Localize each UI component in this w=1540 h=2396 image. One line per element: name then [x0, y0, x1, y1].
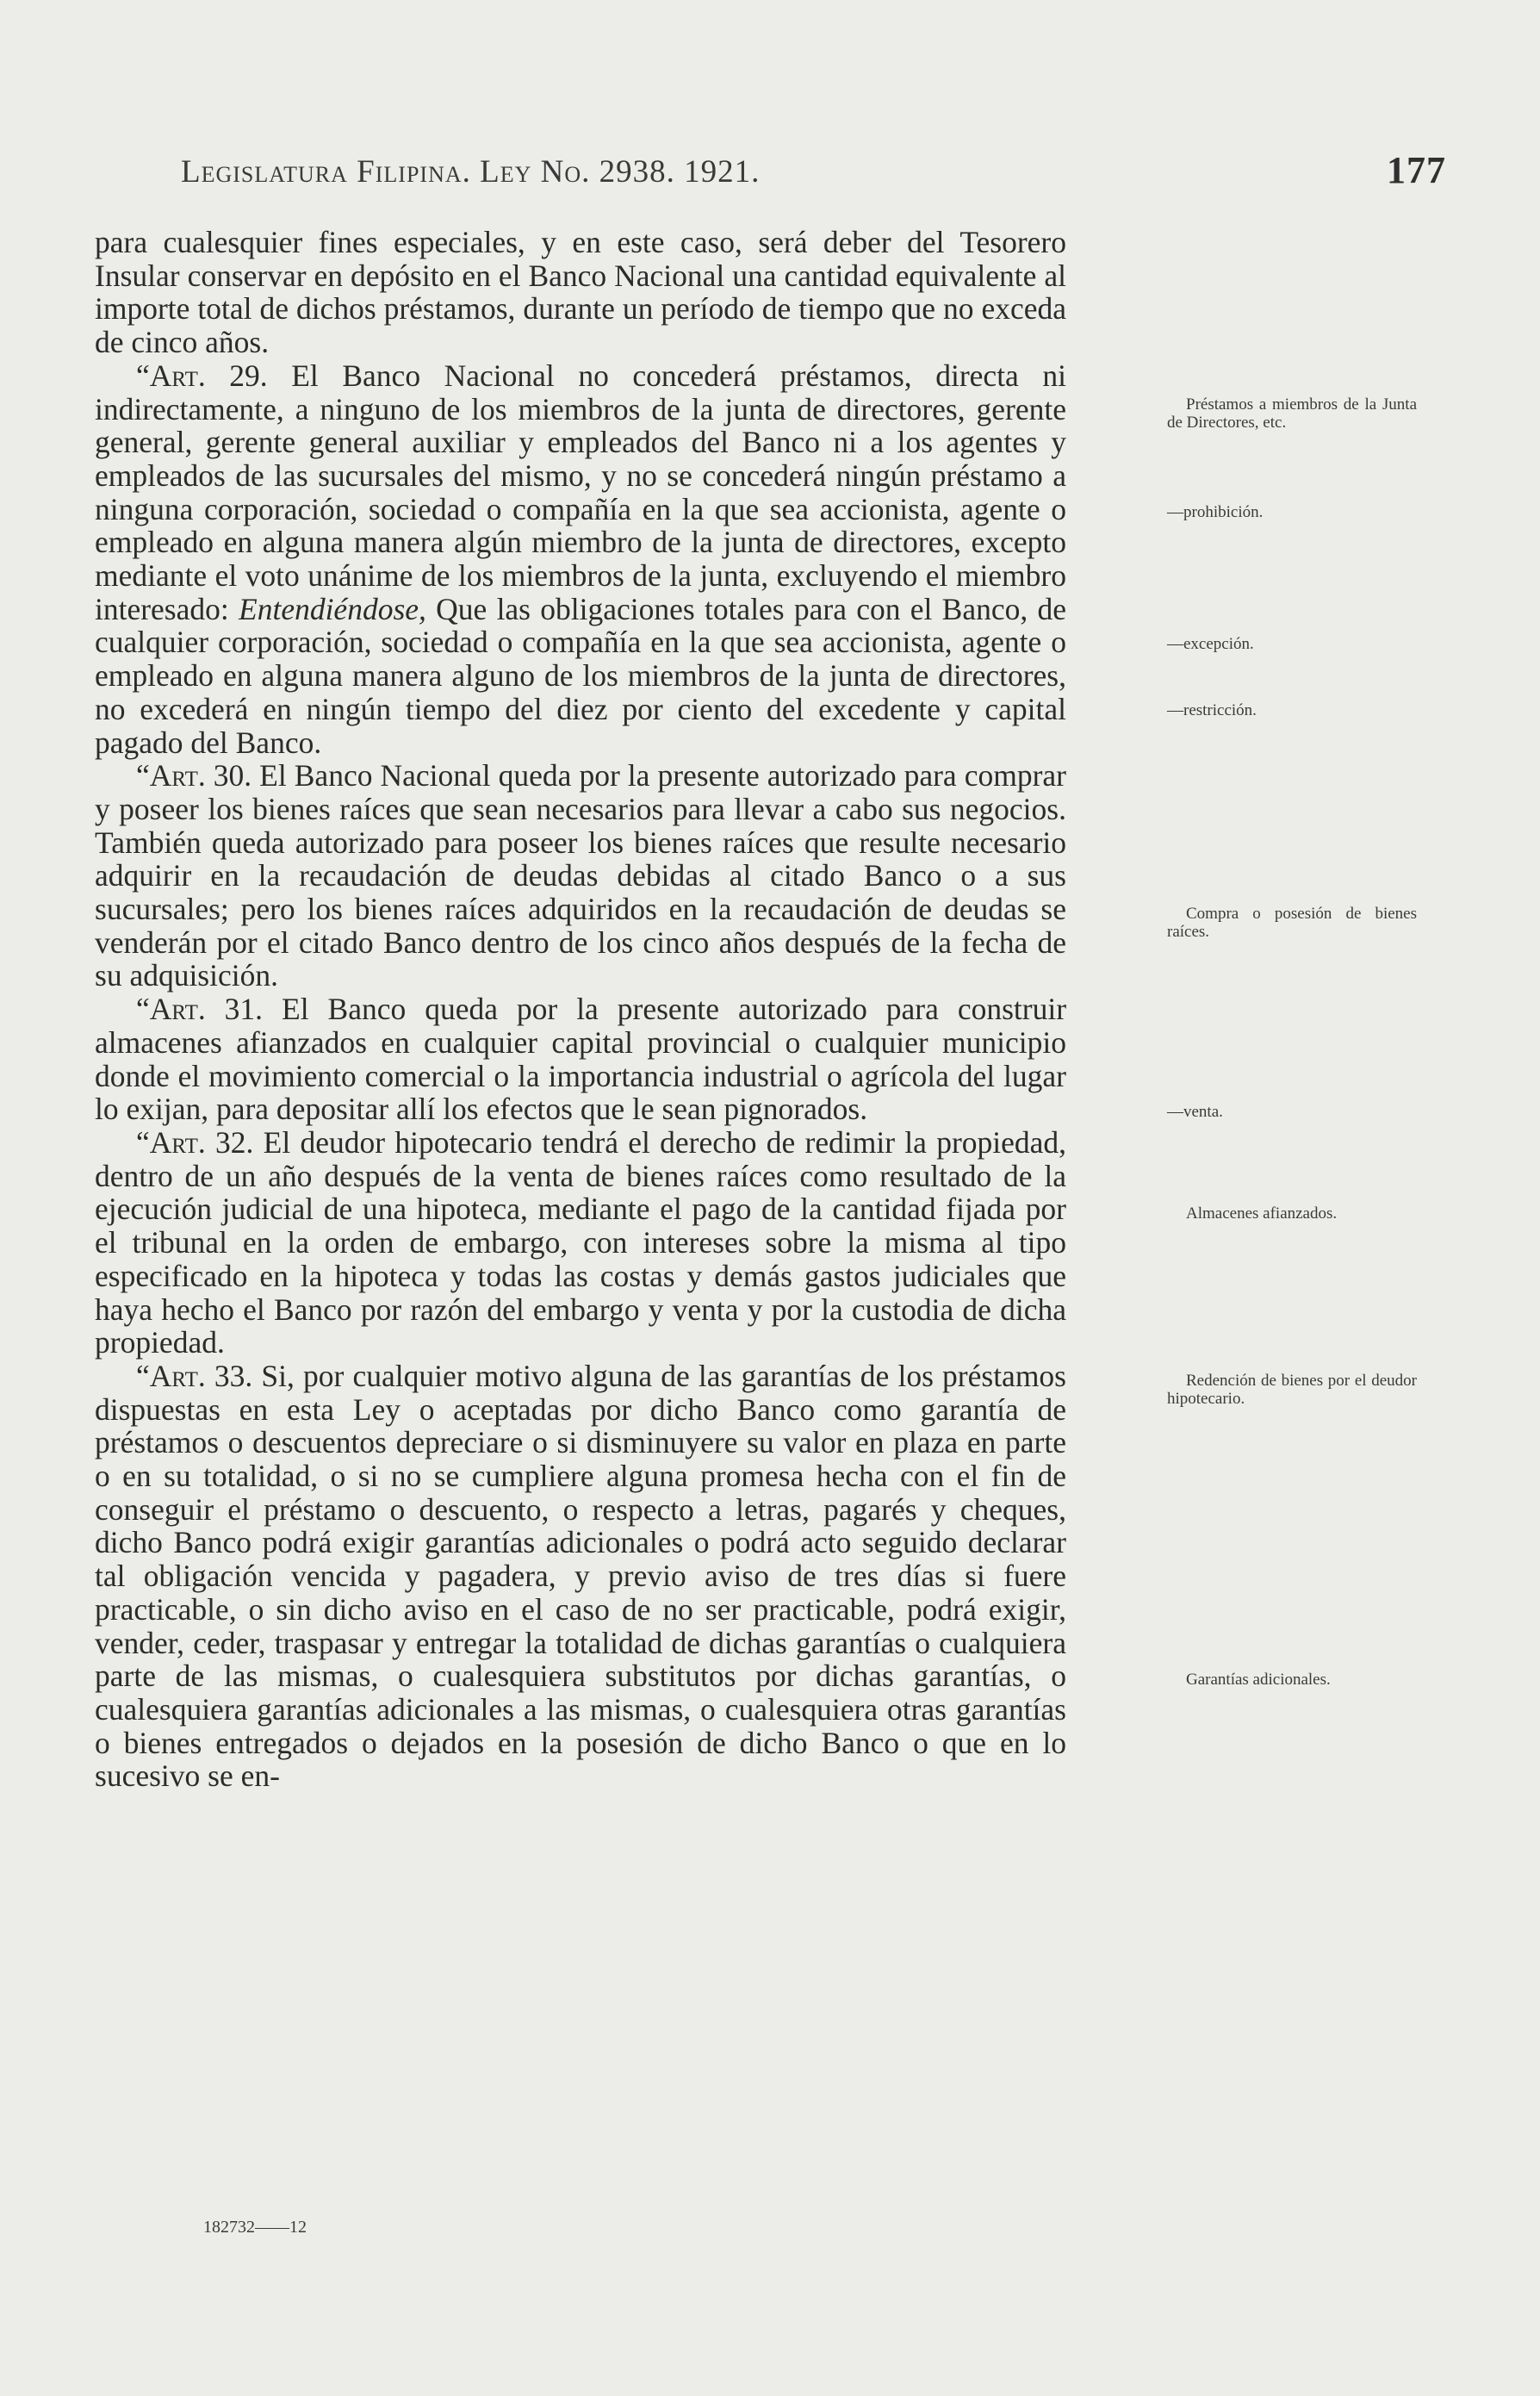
paragraph-text: El Banco Nacional queda por la presente autorizado para comprar y poseer los bienes raíces que sean necesarios para llevar a cabo sus negocios. También queda autorizado para poseer los bienes raíces que resulte necesario adquirir en la recaudación de deudas debidas al citado Banco o a sus sucursales; pero los bienes raíces adquiridos en la recaudación de deudas se venderán por el citado Banco dentro de los cinco años después de la fecha de su adquisición. — [95, 758, 1066, 993]
margin-note-compra: Compra o posesión de bienes raíces. — [1167, 905, 1417, 941]
paragraph-text: El Banco queda por la presente autorizado para construir almacenes afianzados en cualquier capital provincial o cualquier municipio donde el movimiento comercial o la importancia industrial o agrícola del lugar lo exijan, para depositar allí los efectos que le sean pignorados. — [95, 992, 1067, 1127]
margin-note-restriccion: —restricción. — [1167, 701, 1257, 719]
margin-note-venta: —venta. — [1167, 1103, 1223, 1121]
page-number: 177 — [1387, 149, 1446, 191]
margin-note-garantias: Garantías adicionales. — [1186, 1671, 1331, 1689]
article-31 — [95, 993, 1066, 1126]
article-30 — [95, 759, 1066, 993]
paragraph — [95, 226, 1066, 359]
running-header — [181, 149, 1456, 191]
paragraph-text: Si, por cualquier motivo alguna de las garantías de los préstamos dispuestas en esta Ley o aceptadas por dicho Banco como garantía de préstamos o descuentos depreciare o si disminuyere su valor en plaza en parte o en su totalidad, o si no se cumpliere alguna promesa hecha con el fin de conseguir el préstamo o descuento, o respecto a letras, pagarés y cheques, dicho Banco podrá exigir garantías adicionales o podrá acto seguido declarar tal obligación vencida y pagadera, y previo aviso de tres días si fuere practicable, o sin dicho aviso en el caso de no ser practicable, podrá exigir, vender, ceder, traspasar y entregar la totalidad de dichas garantías o cualquiera parte de las mismas, o cualesquiera substitutos por dichas garantías, o cualesquiera garantías adicionales a las mismas, o cualesquiera otras garantías o bienes entregados o dejados en la posesión de dicho Banco o que en lo sucesivo se en- — [95, 1358, 1066, 1794]
margin-note-redencion: Redención de bienes por el deudor hipotecario. — [1167, 1372, 1417, 1408]
article-32 — [95, 1126, 1066, 1360]
article-label: “Art. 32. — [136, 1124, 254, 1160]
italic-term: Entendiéndose, — [239, 591, 426, 626]
article-label: “Art. 33. — [136, 1358, 253, 1393]
paragraph-text: El Banco Nacional no concederá préstamos, directa ni indirectamente, a ninguno de los miembros de la junta de directores, gerente general, gerente general auxiliar y empleados del Banco ni a los agentes y empleados de las sucursales del mismo, y no se concederá ningún préstamo a ninguna corporación, sociedad o compañía en la que sea accionista, agente o empleado en alguna manera algún miembro de la junta de directores, excepto mediante el voto unánime de los miembros de la junta, excluyendo el miembro interesado: — [95, 358, 1066, 626]
printer-signature: 182732——12 — [203, 2218, 307, 2237]
article-label: “Art. 29. — [136, 358, 268, 393]
article-label: “Art. 30. — [136, 758, 252, 793]
body-text — [95, 225, 1417, 1794]
margin-note-prestamos: Préstamos a miembros de la Junta de Directores, etc. — [1167, 395, 1417, 432]
paragraph-text: El deudor hipotecario tendrá el derecho de redimir la propiedad, dentro de un año después de la venta de bienes raíces como resultado de la ejecución judicial de una hipoteca, mediante el pago de la cantidad fijada por el tribunal en la orden de embargo, con intereses sobre la misma al tipo especificado en la hipoteca y todas las costas y demás gastos judiciales que haya hecho el Banco por razón del embargo y venta y por la custodia de dicha propiedad. — [95, 1124, 1067, 1360]
paragraph-text: para cualesquier fines especiales, y en este caso, será deber del Tesorero Insular conservar en depósito en el Banco Nacional una cantidad equivalente al importe total de dichos préstamos, durante un período de tiempo que no exceda de cinco años. — [95, 225, 1066, 360]
article-29 — [95, 359, 1066, 759]
margin-note-excepcion: —excepción. — [1167, 635, 1254, 653]
margin-note-almacenes: Almacenes afianzados. — [1186, 1204, 1338, 1223]
margin-note-prohibicion: —prohibición. — [1167, 503, 1264, 521]
article-label: “Art. 31. — [136, 992, 264, 1027]
paragraph-text: Que las obligaciones totales para con el Banco, de cualquier corporación, sociedad o compañía en la que sea accionista, agente o empleado en alguna manera alguno de los miembros de la junta de directores, no excederá en ningún tiempo del diez por ciento del excedente y capital pagado del Banco. — [95, 591, 1066, 760]
article-33 — [95, 1360, 1066, 1793]
header-title: Legislatura Filipina. Ley No. 2938. 1921. — [181, 154, 761, 190]
